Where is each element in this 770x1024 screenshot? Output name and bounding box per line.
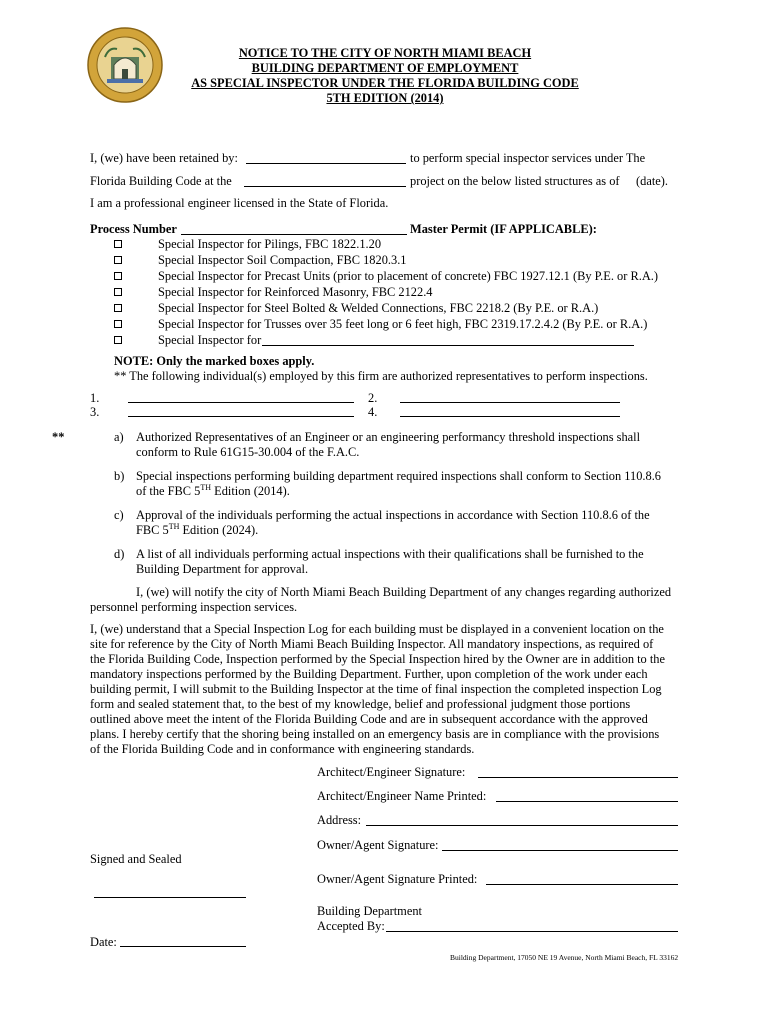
project-text: project on the below listed structures as of <box>410 174 620 188</box>
note-text: NOTE: Only the marked boxes apply. <box>114 354 315 368</box>
title-line-1: NOTICE TO THE CITY OF NORTH MIAMI BEACH <box>238 46 532 60</box>
code-at-label: Florida Building Code at the <box>90 174 232 188</box>
understand-line-5: building permit, I will submit to the Building Inspector at the time of final inspection the completed inspection Log <box>90 682 662 696</box>
understand-line-2: site for reference by the City of North Miami Beach Building Inspector. All mandatory inspections, as required of <box>90 637 654 651</box>
address-field[interactable] <box>366 825 678 826</box>
item-c-label: c) <box>114 508 124 522</box>
item-c-line-1: Approval of the individuals performing the actual inspections in accordance with Section 110.8.6 of the <box>136 508 650 522</box>
rep-number-2: 2. <box>368 391 378 405</box>
perform-text: to perform special inspector services under The <box>410 151 646 165</box>
rep-number-3: 3. <box>90 405 100 419</box>
building-department-label: Building Department <box>317 904 422 918</box>
understand-line-9: of the Florida Building Code and in conformance with engineering standards. <box>90 742 475 756</box>
title-line-4: 5TH EDITION (2014) <box>326 91 444 105</box>
item-c-text-b: Edition (2024). <box>179 523 259 537</box>
rep-number-1: 1. <box>90 391 100 405</box>
rep-field-3[interactable] <box>128 416 354 417</box>
architect-signature-field[interactable] <box>478 777 678 778</box>
item-a-label: a) <box>114 430 124 444</box>
retained-label: I, (we) have been retained by: <box>90 151 238 165</box>
architect-name-field[interactable] <box>496 801 678 802</box>
rep-number-4: 4. <box>368 405 378 419</box>
checklist-item-pilings: Special Inspector for Pilings, FBC 1822.1.20 <box>158 237 382 251</box>
understand-line-1: I, (we) understand that a Special Inspection Log for each building must be displayed in a convenient location on the <box>90 622 664 636</box>
item-b-text-a: of the FBC 5 <box>136 484 201 498</box>
title-line-2: BUILDING DEPARTMENT OF EMPLOYMENT <box>251 61 519 75</box>
checkbox-other[interactable] <box>114 336 122 344</box>
checklist-item-other: Special Inspector for <box>158 333 262 347</box>
understand-line-3: the Florida Building Code, Inspection performed by the Special Inspection hired by the Owner are in addition to the <box>90 652 665 666</box>
checklist-item-soil: Special Inspector Soil Compaction, FBC 1820.3.1 <box>158 253 407 267</box>
checkbox-precast[interactable] <box>114 272 122 280</box>
item-b-line-2 <box>136 484 290 499</box>
engineer-statement: I am a professional engineer licensed in the State of Florida. <box>90 196 389 210</box>
notify-line-1: I, (we) will notify the city of North Miami Beach Building Department of any changes regarding authorized <box>136 585 672 599</box>
process-number-label: Process Number <box>90 222 177 236</box>
date-field[interactable] <box>120 946 246 947</box>
item-d-line-2: Building Department for approval. <box>136 562 309 576</box>
date-label: Date: <box>90 935 117 949</box>
date-text: (date). <box>636 174 668 188</box>
notify-line-2: personnel performing inspection services. <box>90 600 298 614</box>
item-b-label: b) <box>114 469 125 483</box>
other-inspector-field[interactable] <box>262 345 634 346</box>
accepted-by-field[interactable] <box>386 931 678 932</box>
seal-signature-field[interactable] <box>94 897 246 898</box>
project-location-field[interactable] <box>244 186 406 187</box>
retained-by-field[interactable] <box>246 163 406 164</box>
owner-printed-field[interactable] <box>486 884 678 885</box>
signed-sealed-label: Signed and Sealed <box>90 852 182 866</box>
checklist-item-masonry: Special Inspector for Reinforced Masonry, FBC 2122.4 <box>158 285 433 299</box>
item-b-superscript: TH <box>200 482 212 492</box>
checkbox-pilings[interactable] <box>114 240 122 248</box>
item-d-label: d) <box>114 547 125 561</box>
checkbox-soil[interactable] <box>114 256 122 264</box>
item-c-text-a: FBC 5 <box>136 523 169 537</box>
item-a-line-2: conform to Rule 61G15-30.004 of the F.A.C. <box>136 445 360 459</box>
rep-field-1[interactable] <box>128 402 354 403</box>
process-number-field[interactable] <box>181 234 407 235</box>
accepted-by-label: Accepted By: <box>317 919 385 933</box>
title-line-3: AS SPECIAL INSPECTOR UNDER THE FLORIDA BUILDING CODE <box>191 76 579 90</box>
item-a-line-1: Authorized Representatives of an Engineer or an engineering performancy threshold inspections shall <box>136 430 641 444</box>
footer-address: Building Department, 17050 NE 19 Avenue, North Miami Beach, FL 33162 <box>450 953 679 962</box>
footnote-marker: ** <box>52 430 65 444</box>
understand-line-8: plans. I hereby certify that the shoring being installed on an emergency basis are in compliance with the provisions <box>90 727 660 741</box>
owner-signature-label: Owner/Agent Signature: <box>317 838 439 852</box>
checklist-item-trusses: Special Inspector for Trusses over 35 feet long or 6 feet high, FBC 2319.17.2.4.2 (By P.E. or R.A.) <box>158 317 648 331</box>
master-permit-label: Master Permit (IF APPLICABLE): <box>410 222 597 236</box>
understand-line-7: outlined above meet the intent of the Florida Building Code and are in subsequent accordance with the approved <box>90 712 648 726</box>
item-b-text-b: Edition (2014). <box>211 484 290 498</box>
owner-signature-field[interactable] <box>442 850 678 851</box>
item-d-line-1: A list of all individuals performing actual inspections with their qualifications shall be furnished to the <box>136 547 644 561</box>
checklist-item-steel: Special Inspector for Steel Bolted & Welded Connections, FBC 2218.2 (By P.E. or R.A.) <box>158 301 599 315</box>
item-c-superscript: TH <box>168 521 180 531</box>
rep-field-2[interactable] <box>400 402 620 403</box>
architect-signature-label: Architect/Engineer Signature: <box>317 765 466 779</box>
checkbox-trusses[interactable] <box>114 320 122 328</box>
rep-field-4[interactable] <box>400 416 620 417</box>
understand-line-6: form and sealed statement that, to the best of my knowledge, belief and professional judgment those portions <box>90 697 631 711</box>
understand-line-4: mandatory inspections performed by the Building Department. Further, upon completion of the work under each <box>90 667 648 681</box>
architect-name-label: Architect/Engineer Name Printed: <box>317 789 487 803</box>
item-c-line-2 <box>136 523 258 538</box>
owner-printed-label: Owner/Agent Signature Printed: <box>317 872 478 886</box>
item-b-line-1: Special inspections performing building department required inspections shall conform to Section 110.8.6 <box>136 469 661 483</box>
address-label: Address: <box>317 813 362 827</box>
authorized-text: ** The following individual(s) employed by this firm are authorized representatives to perform inspections. <box>114 369 648 383</box>
checkbox-masonry[interactable] <box>114 288 122 296</box>
checklist-item-precast: Special Inspector for Precast Units (prior to placement of concrete) FBC 1927.12.1 (By P.E. or R.A.) <box>158 269 658 283</box>
checkbox-steel[interactable] <box>114 304 122 312</box>
